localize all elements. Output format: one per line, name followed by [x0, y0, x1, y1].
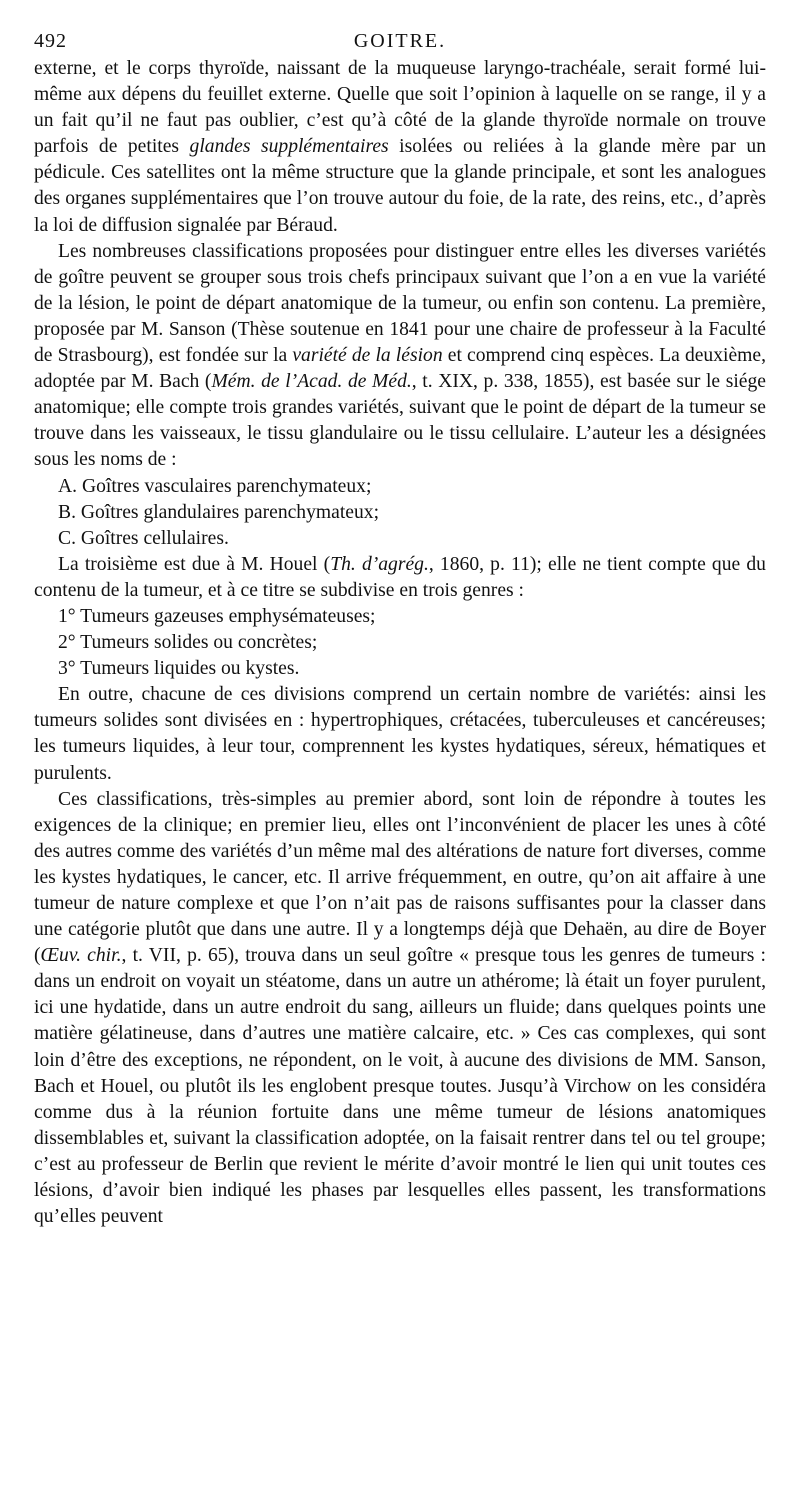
text-run: Les nombreuses classifications proposées pour distinguer entre elles les diverses variétés de goître peuvent se grouper sous trois chefs principaux suivant que l’on a en vue la variété de la lésion, le point de départ anatomique de la tumeur, ou enfin son contenu. La première, proposée par M. Sanson (Thèse soutenue en 1841 pour une chaire de professeur à la Faculté de Strasbourg), est fondée sur la	[34, 240, 766, 367]
body-text	[34, 56, 766, 1230]
text-run: Ces classifications, très-simples au premier abord, sont loin de répondre à toutes les exigences de la clinique; en premier lieu, elles ont l’inconvénient de placer les unes à côté des autres comme des variétés d’un même mal des altérations de nature fort diverses, comme les kystes hydatiques, le cancer, etc. Il arrive fréquemment, en outre, qu’on ait affaire à une tumeur de nature complexe et que l’on n’ait pas de raisons suffisantes pour la classer dans une catégorie plutôt que dans une autre. Il y a longtemps déjà que Dehaën, au dire de Boyer (	[34, 788, 766, 967]
list-item: 2° Tumeurs solides ou concrètes;	[58, 632, 318, 654]
text-run: La troisième est due à M. Houel (	[58, 553, 331, 575]
list-item: 1° Tumeurs gazeuses emphysémateuses;	[58, 605, 376, 627]
text-run: isolées ou reliées à la glande mère par un pédicule. Ces satellites ont la même structure que la glande principale, et sont les analogues des organes supplémentaires que l’on trouve autour du foie, de la rate, des reins, etc., d’après la loi de diffusion signalée par Béraud.	[34, 136, 766, 236]
list-item: 3° Tumeurs liquides ou kystes.	[58, 658, 300, 680]
list-item: B. Goîtres glandulaires parenchymateux;	[58, 501, 380, 523]
page-number: 492	[34, 30, 67, 52]
paragraph-2	[34, 239, 766, 474]
italic-term: glandes supplémentaires	[189, 136, 389, 158]
text-run: , 1860, p. 11); elle ne tient compte que du contenu de la tumeur, et à ce titre se subdivise en trois genres :	[34, 553, 766, 601]
paragraph-4: En outre, chacune de ces divisions comprend un certain nombre de variétés: ainsi les tumeurs solides sont divisées en : hypertrophiques, crétacées, tuberculeuses et cancéreuses; les tumeurs liquides, à leur tour, comprennent les kystes hydatiques, séreux, hématiques et purulents.	[34, 684, 766, 784]
text-run: , t. VII, p. 65), trouva dans un seul goître « presque tous les genres de tumeurs : dans un endroit on voyait un stéatome, dans un autre un athérome; là était un foyer purulent, ici une hydatide, dans un autre endroit du sang, ailleurs un fluide; dans quelques points une matière gélatineuse, dans d’autres une matière calcaire, etc. » Ces cas complexes, qui sont loin d’être des exceptions, ne répondent, on le voit, à aucune des divisions de MM. Sanson, Bach et Houel, ou plutôt ils les englobent presque toutes. Jusqu’à Virchow on les considéra comme dus à la réunion fortuite dans une même tumeur de lésions anatomiques dissemblables et, suivant la classification adoptée, on la faisait rentrer dans tel ou tel groupe; c’est au professeur de Berlin que revient le mérite d’avoir montré le lien qui unit toutes ces lésions, d’avoir bien indiqué les phases par lesquelles elles passent, les transformations qu’elles peuvent	[34, 945, 766, 1228]
italic-citation: Th. d’agrég.	[330, 553, 429, 575]
text-run: , t. XIX, p. 338, 1855), est basée sur le siége anatomique; elle compte trois grandes variétés, suivant que le point de départ de la tumeur se trouve dans les vaisseaux, le tissu glandulaire ou le tissu cellulaire. L’auteur les a désignées sous les noms de :	[34, 371, 766, 471]
paragraph-1	[34, 56, 766, 239]
list-item: C. Goîtres cellulaires.	[58, 527, 229, 549]
paragraph-3	[34, 552, 766, 604]
italic-citation: Œuv. chir.	[40, 945, 122, 967]
list-item: A. Goîtres vasculaires parenchymateux;	[58, 475, 372, 497]
paragraph-5	[34, 787, 766, 1231]
page-header	[34, 28, 766, 56]
text-run: externe, et le corps thyroïde, naissant de la muqueuse laryngo-trachéale, serait formé lui-même aux dépens du feuillet externe. Quelle que soit l’opinion à laquelle on se range, il y a un fait qu’il ne faut pas oublier, c’est qu’à côté de la glande thyroïde normale on trouve parfois de petites	[34, 58, 766, 158]
italic-term: variété de la lésion	[292, 345, 443, 367]
text-run: et comprend cinq espèces. La deuxième, adoptée par M. Bach (	[34, 345, 767, 393]
running-title: GOITRE.	[353, 30, 447, 52]
italic-citation: Mém. de l’Acad. de Méd.	[211, 371, 412, 393]
